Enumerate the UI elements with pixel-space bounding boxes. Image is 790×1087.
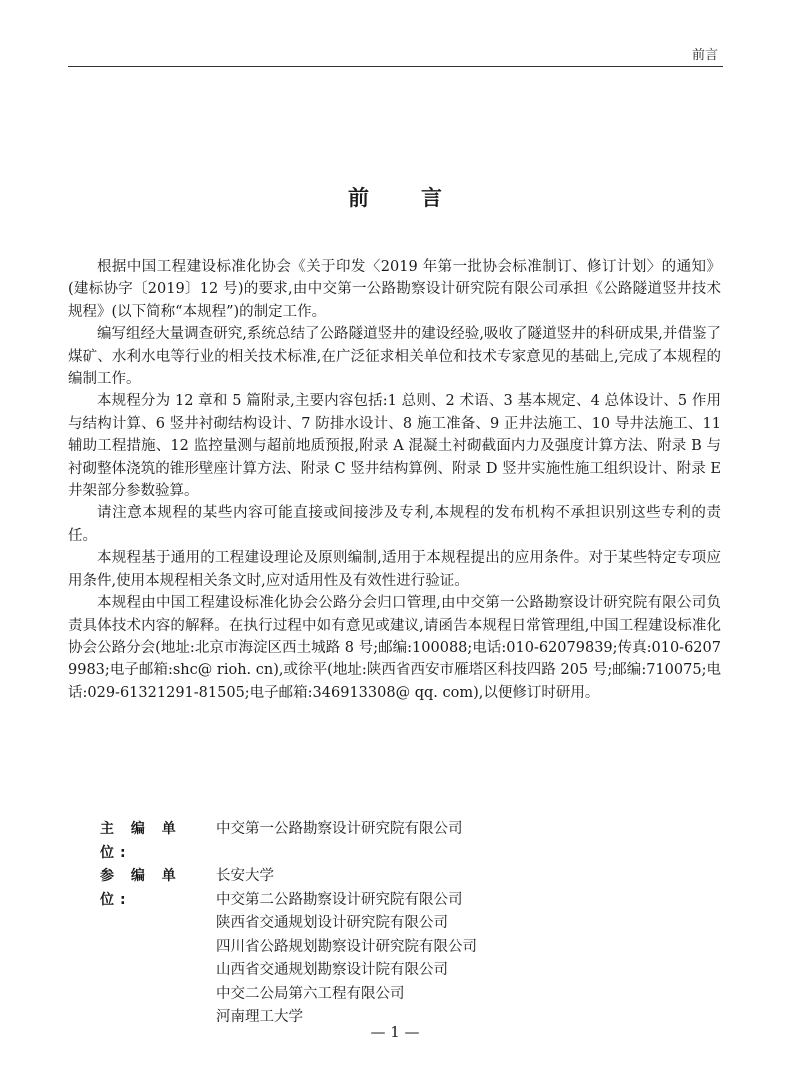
participant-unit: 中交二公局第六工程有限公司 bbox=[216, 985, 405, 1002]
participant-unit: 四川省公路规划勘察设计研究院有限公司 bbox=[216, 938, 477, 955]
page-number: — 1 — bbox=[370, 1023, 420, 1041]
header-rule bbox=[68, 66, 723, 67]
paragraph-2: 编写组经大量调查研究,系统总结了公路隧道竖井的建设经验,吸收了隧道竖井的科研成果,并借鉴了煤矿、水利水电等行业的相关技术标准,在广泛征求相关单位和技术专家意见的基础上,完成了本规程的编制工作。 bbox=[68, 326, 721, 388]
editing-units bbox=[100, 818, 700, 1030]
participant-list bbox=[216, 865, 477, 1030]
participant-row bbox=[100, 865, 700, 1030]
paragraph-1: 根据中国工程建设标准化协会《关于印发〈2019 年第一批协会标准制订、修订计划〉的通知》(建标协字〔2019〕12 号)的要求,由中交第一公路勘察设计研究院有限公司承担《公路隧道竖井技术规程》(以下简称“本规程”)的制定工作。 bbox=[68, 259, 721, 320]
page-title: 前言 bbox=[348, 186, 494, 210]
running-head: 前言 bbox=[691, 48, 718, 63]
foreword-body bbox=[68, 256, 721, 704]
participant-unit: 中交第二公路勘察设计研究院有限公司 bbox=[216, 891, 463, 908]
participant-unit: 陕西省交通规划设计研究院有限公司 bbox=[216, 915, 448, 931]
paragraph-5: 本规程基于通用的工程建设理论及原则编制,适用于本规程提出的应用条件。对于某些特定专项应用条件,使用本规程相关条文时,应对适用性及有效性进行验证。 bbox=[68, 550, 721, 589]
paragraph-4: 请注意本规程的某些内容可能直接或间接涉及专利,本规程的发布机构不承担识别这些专利的责任。 bbox=[68, 505, 721, 544]
paragraph-3: 本规程分为 12 章和 5 篇附录,主要内容包括:1 总则、2 术语、3 基本规定、4 总体设计、5 作用与结构计算、6 竖井衬砌结构设计、7 防排水设计、8 施工准备、9 正井法施工、10 导井法施工、11 辅助工程措施、12 监控量测与超前地质预报,附录 A 混凝土衬砌截面内力及强度计算方法、附录 B 与衬砌整体浇筑的锥形壁座计算方法、附录 C 竖井结构算例、附录 D 竖井实施性施工组织设计、附录 E 井架部分参数验算。 bbox=[68, 393, 721, 500]
chief-editor-label: 主 编 单 位: bbox=[100, 821, 182, 861]
chief-editor-unit: 中交第一公路勘察设计研究院有限公司 bbox=[216, 821, 463, 837]
chief-editor-row bbox=[100, 818, 700, 865]
participant-unit: 山西省交通规划勘察设计院有限公司 bbox=[216, 962, 448, 978]
participant-label: 参 编 单 位: bbox=[100, 868, 182, 908]
participant-unit: 河南理工大学 bbox=[216, 1009, 303, 1025]
participant-unit: 长安大学 bbox=[216, 868, 274, 884]
paragraph-6: 本规程由中国工程建设标准化协会公路分会归口管理,由中交第一公路勘察设计研究院有限公司负责具体技术内容的解释。在执行过程中如有意见或建议,请函告本规程日常管理组,中国工程建设标准化协会公路分会(地址:北京市海淀区西土城路 8 号;邮编:100088;电话:010-62079839;传真:010-62079983;电子邮箱:shc@ rioh. cn),或徐平(地址:陕西省西安市雁塔区科技四路 205 号;邮编:710075;电话:029-61321291-81505;电子邮箱:346913308@ qq. com),以便修订时研用。 bbox=[68, 595, 721, 701]
